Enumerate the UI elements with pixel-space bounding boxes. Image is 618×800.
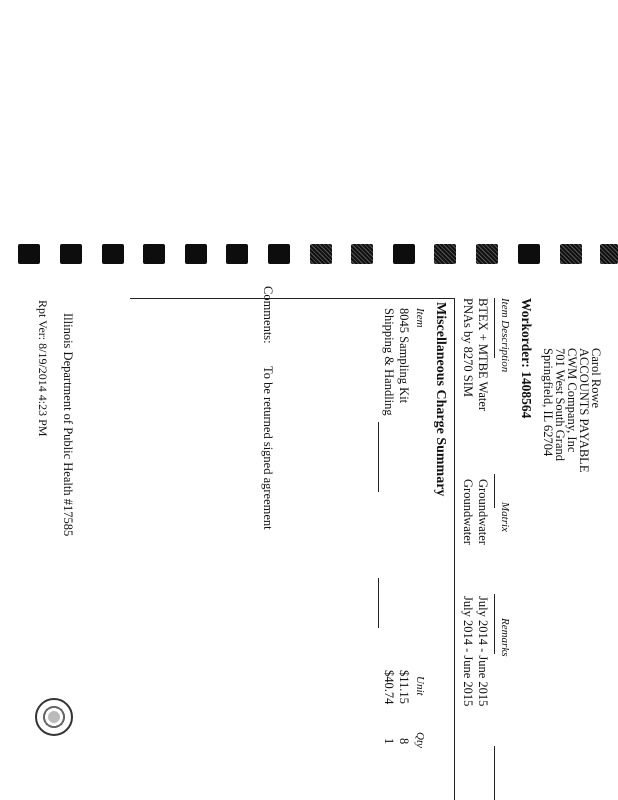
workorder-item: PNAs by 8270 SIM xyxy=(461,298,475,397)
comments-text: To be returned signed agreement xyxy=(261,366,275,530)
misc-header-qty: Qty xyxy=(414,732,426,748)
misc-item: 8045 Sampling Kit xyxy=(397,308,411,404)
misc-header-item: Item xyxy=(414,308,426,328)
punch-hole xyxy=(560,244,582,264)
workorder-remarks: July 2014 - June 2015 xyxy=(461,596,475,707)
workorder-header-remarks: Remarks xyxy=(499,618,511,657)
misc-qty: 8 xyxy=(397,738,411,745)
misc-unit: $11.15 xyxy=(397,670,411,704)
address-dept: ACCOUNTS PAYABLE xyxy=(577,348,591,473)
address-city: Springfield, IL 62704 xyxy=(541,348,555,457)
misc-box-left xyxy=(130,298,455,299)
binder-punch-marks xyxy=(18,244,618,266)
misc-row-divider xyxy=(378,578,379,628)
workorder-header-item: Item Description xyxy=(499,298,511,373)
workorder-matrix: Groundwater xyxy=(476,479,490,545)
header-underline xyxy=(494,298,495,358)
address-name: Carol Rowe xyxy=(589,348,603,409)
misc-row-divider xyxy=(378,422,379,492)
punch-hole xyxy=(434,244,456,264)
workorder-remarks: July 2014 - June 2015 xyxy=(476,596,490,707)
misc-unit: $40.74 xyxy=(382,670,396,705)
workorder-item: BTEX + MTBE Water xyxy=(476,298,490,412)
punch-hole xyxy=(102,244,124,264)
punch-hole xyxy=(310,244,332,264)
punch-hole xyxy=(60,244,82,264)
punch-hole xyxy=(268,244,290,264)
misc-title: Miscellaneous Charge Summary xyxy=(433,302,448,497)
workorder-matrix: Groundwater xyxy=(461,479,475,545)
address-company: CWM Company, Inc xyxy=(565,348,579,453)
misc-header-unit: Unit xyxy=(414,676,426,696)
header-underline xyxy=(494,746,495,800)
rotated-document xyxy=(5,278,605,800)
misc-item: Shipping & Handling xyxy=(382,308,396,416)
department-seal-icon xyxy=(35,698,73,736)
footer-dept: Illinois Department of Public Health #17585 xyxy=(61,313,75,537)
address-street: 701 West South Grand xyxy=(553,348,567,461)
punch-hole xyxy=(18,244,40,264)
misc-box-top xyxy=(454,298,455,800)
punch-hole xyxy=(143,244,165,264)
header-underline xyxy=(494,474,495,508)
punch-hole xyxy=(351,244,373,264)
punch-hole xyxy=(518,244,540,264)
punch-hole xyxy=(185,244,207,264)
punch-hole xyxy=(393,244,415,264)
workorder-header-matrix: Matrix xyxy=(499,502,511,532)
footer-version: Rpt Ver: 8/19/2014 4:23 PM xyxy=(36,300,50,437)
comments-label: Comments: xyxy=(261,286,275,344)
punch-hole xyxy=(226,244,248,264)
workorder-label: Workorder: 1408564 xyxy=(519,298,534,419)
punch-hole xyxy=(476,244,498,264)
header-underline xyxy=(494,594,495,654)
punch-hole xyxy=(600,244,618,264)
misc-qty: 1 xyxy=(382,738,396,745)
